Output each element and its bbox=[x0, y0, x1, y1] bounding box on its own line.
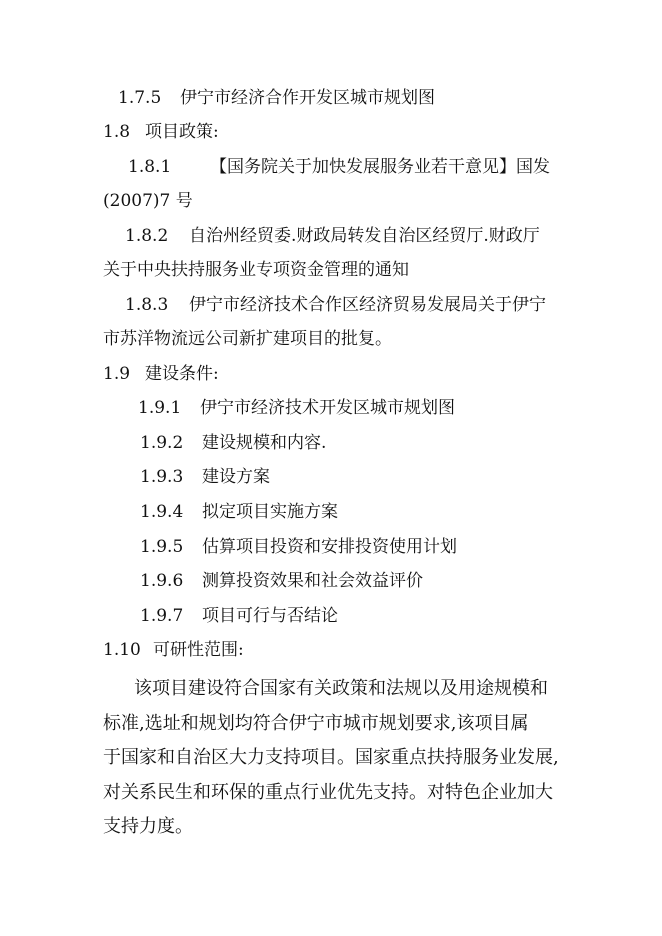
section-number: 1.9.7 bbox=[140, 606, 184, 626]
item-text: 项目可行与否结论 bbox=[202, 606, 338, 626]
item-text: 拟定项目实施方案 bbox=[202, 502, 338, 522]
item-1-8-3-cont bbox=[103, 327, 392, 351]
heading-1-10 bbox=[103, 638, 244, 662]
heading-1-8 bbox=[103, 120, 219, 144]
item-text: 测算投资效果和社会效益评价 bbox=[202, 571, 423, 591]
section-number: 1.9.5 bbox=[140, 537, 184, 557]
paragraph-line: 该项目建设符合国家有关政策和法规以及用途规模和 bbox=[134, 678, 548, 699]
paragraph-line: 支持力度。 bbox=[103, 816, 193, 837]
item-1-8-2-cont bbox=[103, 258, 409, 282]
item-1-9-7 bbox=[140, 604, 338, 628]
section-number: 1.9.4 bbox=[140, 502, 184, 522]
item-1-8-3 bbox=[125, 293, 546, 317]
section-number: 1.8.2 bbox=[125, 226, 169, 246]
item-text: 【国务院关于加快发展服务业若干意见】国发 bbox=[210, 157, 550, 177]
item-text: 建设方案 bbox=[202, 467, 270, 487]
section-number: 1.8 bbox=[103, 122, 131, 142]
item-1-9-6 bbox=[140, 569, 423, 593]
item-text: 建设规模和内容. bbox=[202, 433, 327, 453]
paragraph-line: 于国家和自治区大力支持项目。国家重点扶持服务业发展, bbox=[103, 747, 559, 768]
item-1-8-1-cont bbox=[103, 189, 193, 213]
paragraph-line: 对关系民生和环保的重点行业优先支持。对特色企业加大 bbox=[103, 782, 553, 803]
section-title: 可研性范围: bbox=[153, 640, 244, 660]
item-1-9-4 bbox=[140, 500, 338, 524]
item-1-8-1 bbox=[128, 155, 550, 179]
section-title: 伊宁市经济合作开发区城市规划图 bbox=[180, 88, 435, 108]
item-text-continuation: 市苏洋物流远公司新扩建项目的批复。 bbox=[103, 329, 392, 349]
item-text: 伊宁市经济技术开发区城市规划图 bbox=[200, 398, 455, 418]
section-title: 建设条件: bbox=[145, 364, 219, 384]
heading-1-7-5 bbox=[118, 86, 435, 110]
item-text: 伊宁市经济技术合作区经济贸易发展局关于伊宁 bbox=[189, 295, 546, 315]
item-1-9-2 bbox=[140, 431, 326, 455]
section-number: 1.10 bbox=[103, 640, 141, 660]
item-text: 自治州经贸委.财政局转发自治区经贸厅.财政厅 bbox=[189, 226, 540, 246]
section-number: 1.7.5 bbox=[118, 88, 162, 108]
item-1-8-2 bbox=[125, 224, 540, 248]
paragraph-line: 标准,选址和规划均符合伊宁市城市规划要求,该项目属 bbox=[103, 713, 529, 734]
section-number: 1.9 bbox=[103, 364, 131, 384]
item-1-9-1 bbox=[138, 396, 455, 420]
section-number: 1.9.1 bbox=[138, 398, 182, 418]
section-number: 1.8.1 bbox=[128, 157, 172, 177]
section-number: 1.8.3 bbox=[125, 295, 169, 315]
section-title: 项目政策: bbox=[145, 122, 219, 142]
item-1-9-3 bbox=[140, 465, 270, 489]
heading-1-9 bbox=[103, 362, 219, 386]
section-number: 1.9.3 bbox=[140, 467, 184, 487]
item-text: 估算项目投资和安排投资使用计划 bbox=[202, 537, 457, 557]
item-1-9-5 bbox=[140, 535, 457, 559]
section-number: 1.9.6 bbox=[140, 571, 184, 591]
section-number: 1.9.2 bbox=[140, 433, 184, 453]
item-text-continuation: (2007)7 号 bbox=[103, 191, 193, 211]
item-text-continuation: 关于中央扶持服务业专项资金管理的通知 bbox=[103, 260, 409, 280]
